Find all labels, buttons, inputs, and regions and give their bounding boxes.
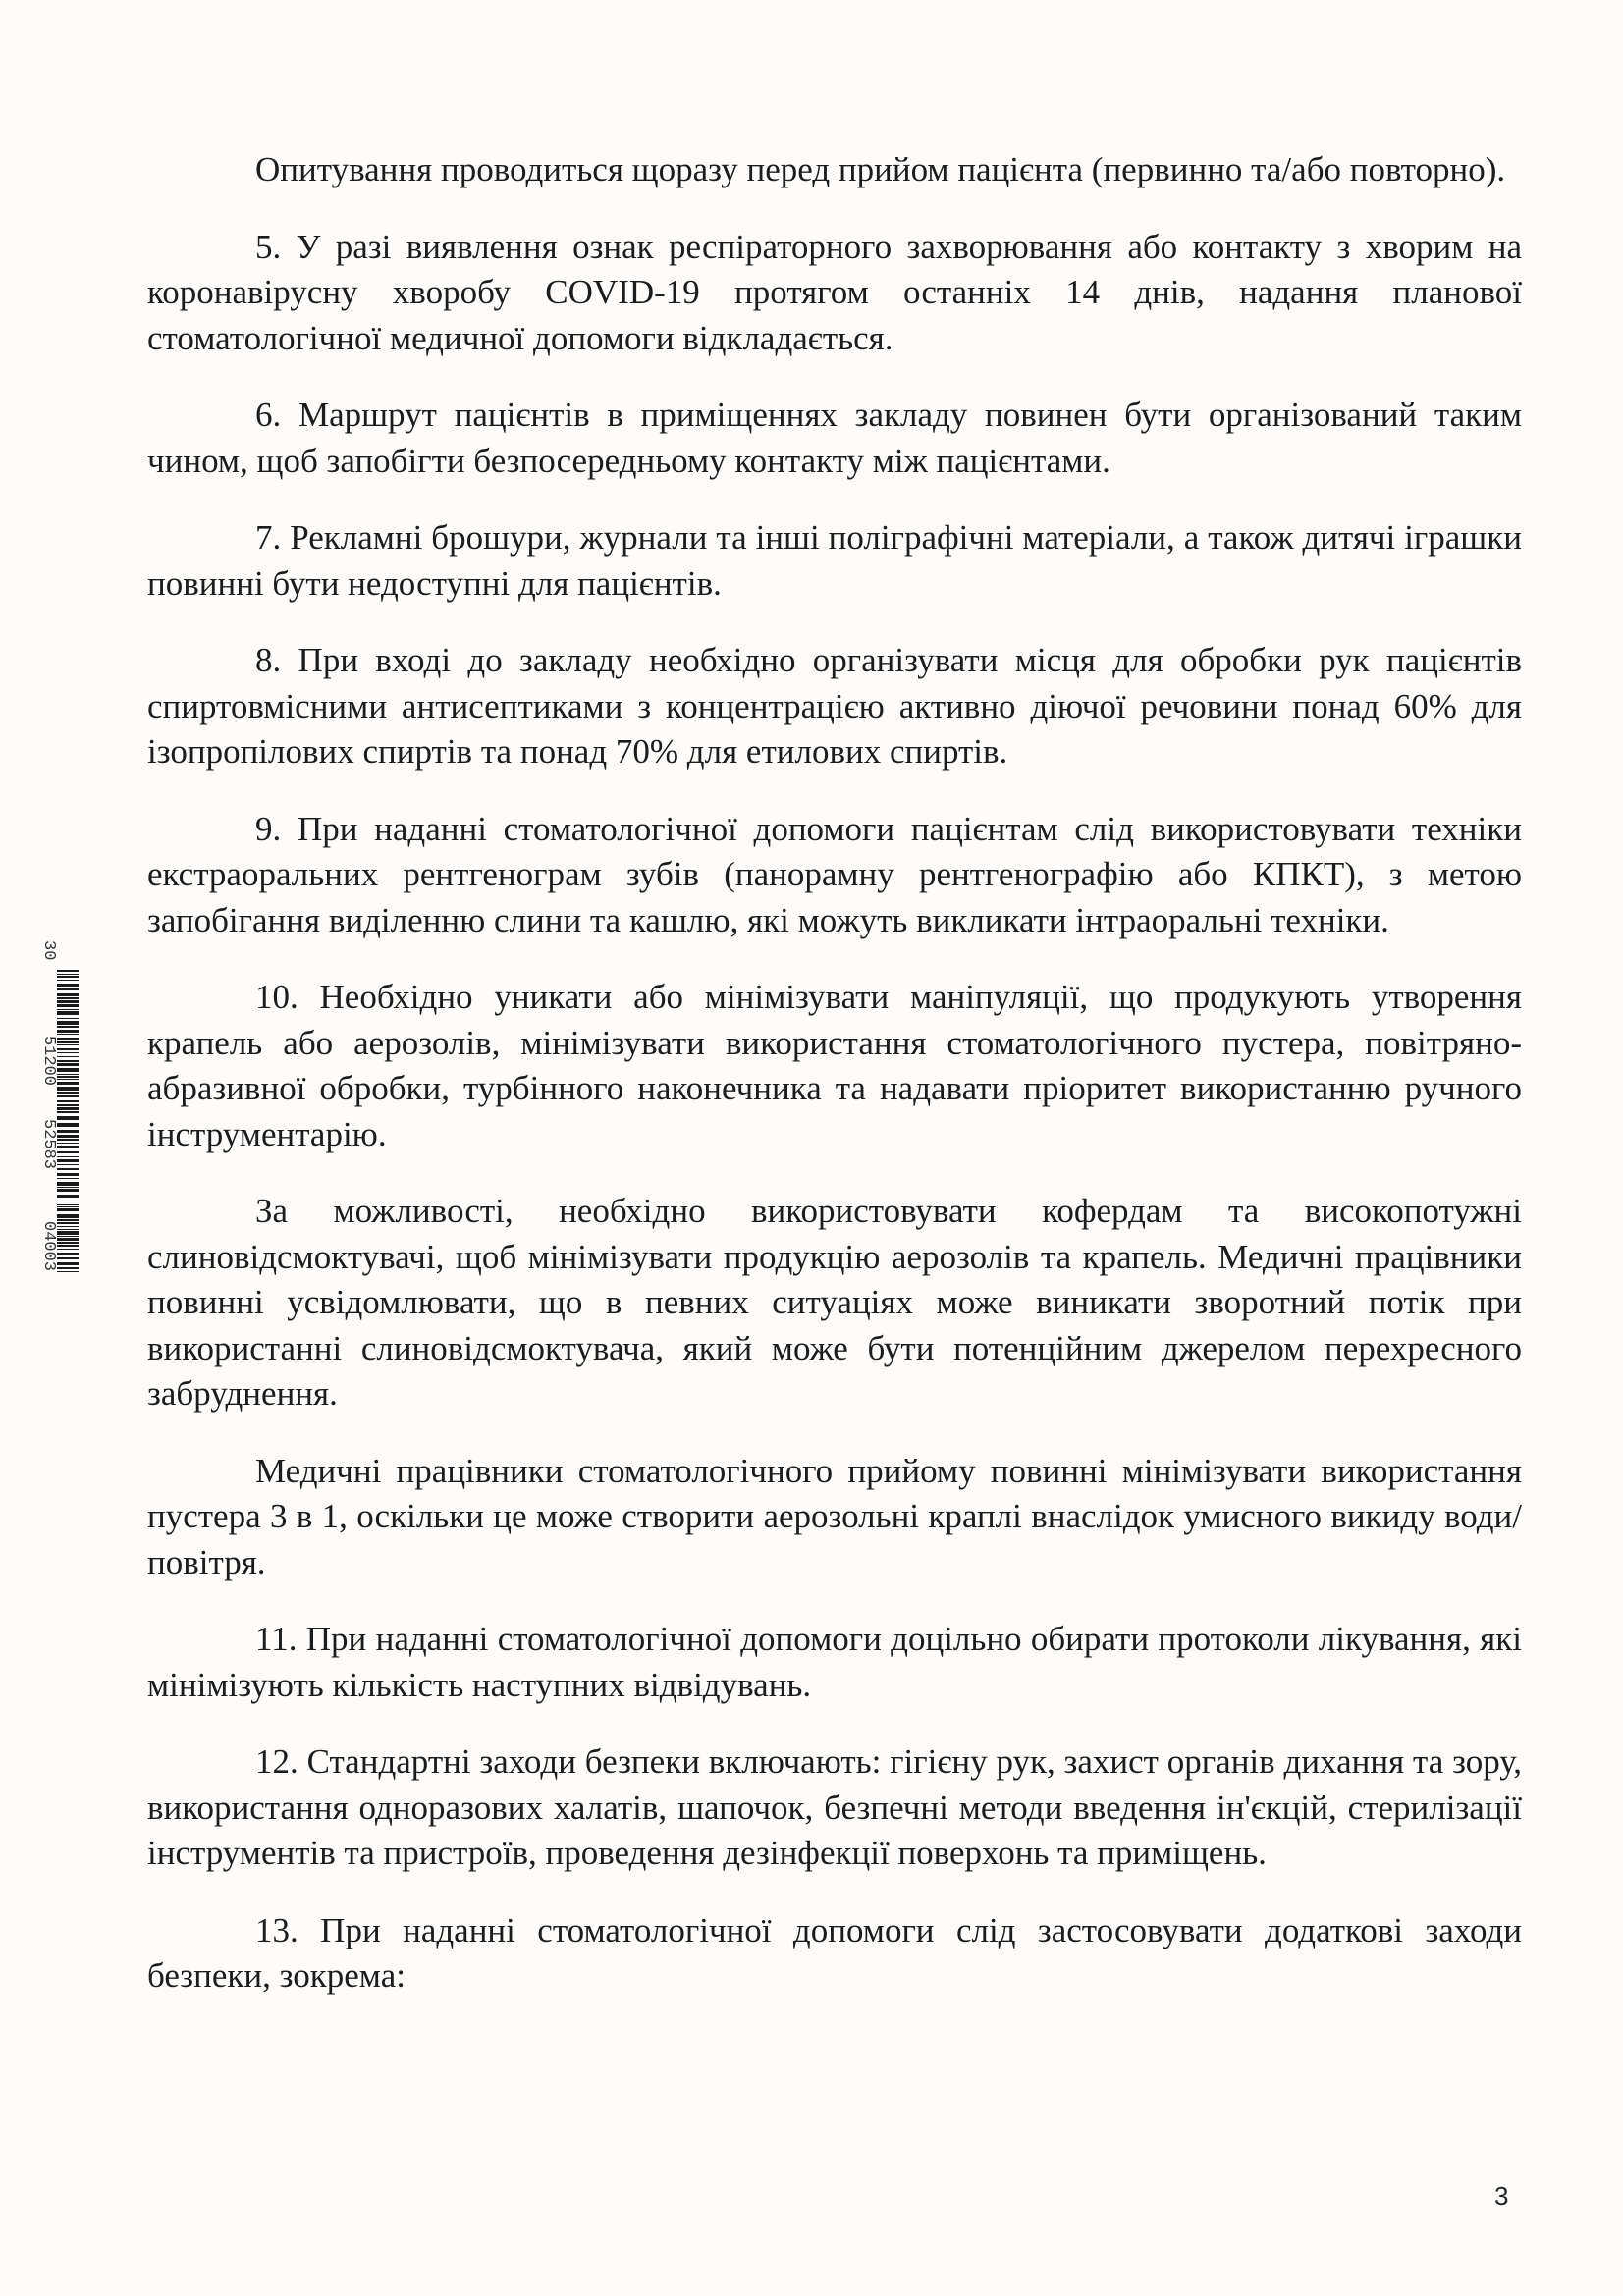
- paragraph-10-rubber-dam: За можливості, необхідно використовувати кофердам та високопотужні слиновідсмоктувачі, щоб мінімізувати продукцію аерозолів та крапель. Медичні працівники повинні усвідомлювати, що в певних ситуаціях може виникати зворотний потік при використанні слиновідсмоктувача, який може бути потенційним джерелом перехресного забруднення.: [147, 1192, 1522, 1413]
- paragraph-11: 11. При наданні стоматологічної допомоги доцільно обирати протоколи лікування, які мінімізують кількість наступних відвідувань.: [147, 1620, 1522, 1704]
- paragraph-10: 10. Необхідно уникати або мінімізувати маніпуляції, що продукують утворення крапель або аерозолів, мінімізувати використання стоматологічного пустера, повітряно-абразивної обробки, турбінного наконечника та надавати пріоритет використанню ручного інструментарію.: [147, 978, 1522, 1153]
- barcode-digits-1: 30: [39, 940, 58, 961]
- paragraph-7: 7. Рекламні брошури, журнали та інші поліграфічні матеріали, а також дитячі іграшки повинні бути недоступні для пацієнтів.: [147, 518, 1522, 603]
- paragraph-survey: Опитування проводиться щоразу перед прийом пацієнта (первинно та/або повторно).: [255, 150, 1506, 188]
- barcode-digits-4: 04003: [39, 1221, 58, 1272]
- page-number: 3: [1494, 2181, 1509, 2211]
- paragraph-6: 6. Маршрут пацієнтів в приміщеннях закладу повинен бути організований таким чином, щоб запобігти безпосередньому контакту між пацієнтами.: [147, 396, 1522, 480]
- paragraph-10-syringe: Медичні працівники стоматологічного прийому повинні мінімізувати використання пустера 3 в 1, оскільки це може створити аерозольні краплі внаслідок умисного викиду води/повітря.: [147, 1451, 1522, 1581]
- barcode-digits-3: 52583: [39, 1119, 58, 1170]
- document-body: [147, 147, 1522, 2031]
- paragraph-12: 12. Стандартні заходи безпеки включають: гігієну рук, захист органів дихання та зору, використання одноразових халатів, шапочок, безпечні методи введення ін'єкцій, стерилізації інструментів та пристроїв, проведення дезінфекції поверхонь та приміщень.: [147, 1742, 1522, 1872]
- paragraph-5: 5. У разі виявлення ознак респіраторного захворювання або контакту з хворим на коронавірусну хворобу COVID-19 протягом останніх 14 днів, надання планової стоматологічної медичної допомоги відкладається.: [147, 227, 1522, 357]
- paragraph-13: 13. При наданні стоматологічної допомоги слід застосовувати додаткові заходи безпеки, зокрема:: [147, 1910, 1522, 1995]
- paragraph-8: 8. При вході до закладу необхідно організувати місця для обробки рук пацієнтів спиртовмісними антисептиками з концентрацією активно діючої речовини понад 60% для ізопропілових спиртів та понад 70% для етилових спиртів.: [147, 641, 1522, 771]
- barcode-digits-2: 51200: [39, 1036, 58, 1087]
- paragraph-9: 9. При наданні стоматологічної допомоги пацієнтам слід використовувати техніки екстраоральних рентгенограм зубів (панорамну рентгенографію або КПКТ), з метою запобігання виділенню слини та кашлю, які можуть викликати інтраоральні техніки.: [147, 809, 1522, 939]
